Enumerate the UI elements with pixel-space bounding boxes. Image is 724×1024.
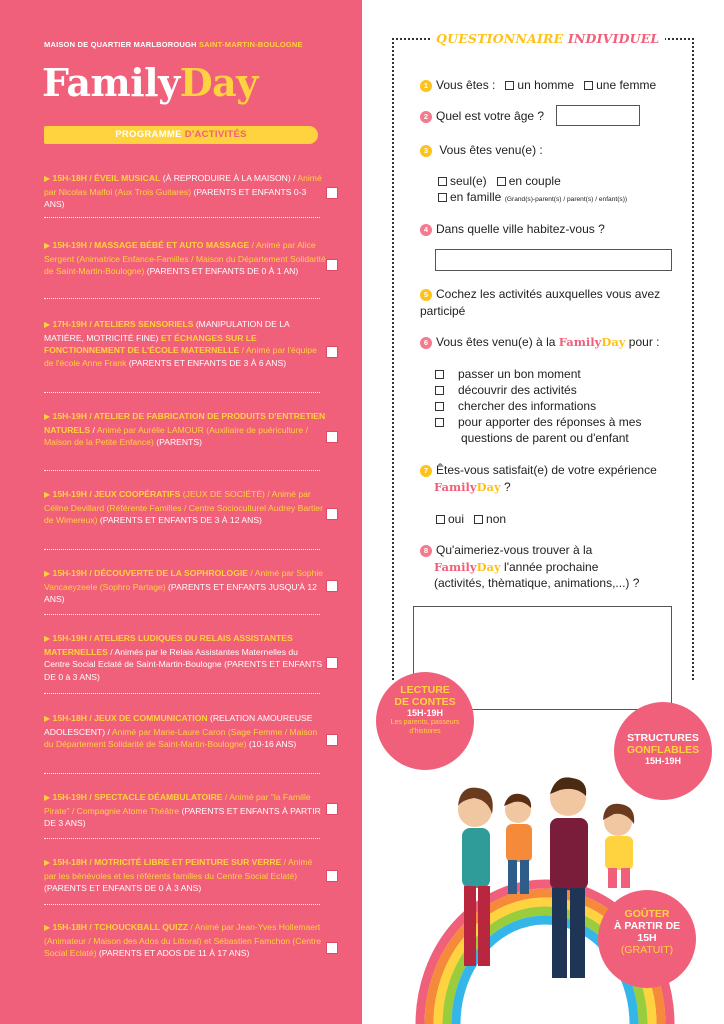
- activity-audience: (PARENTS ET ENFANTS DE 0 à 3 ANS): [44, 659, 323, 682]
- family-day-wordmark: [434, 480, 501, 494]
- option-label: en famille: [450, 190, 502, 204]
- activity-time: 15H-18H /: [52, 713, 95, 723]
- reason-option: [435, 414, 685, 446]
- question-number: 2: [420, 111, 432, 123]
- activity-note: (À REPRODUIRE À LA MAISON) /: [160, 173, 298, 183]
- arrow-icon: ▶: [44, 634, 51, 643]
- badge-text: STRUCTURES: [627, 732, 699, 744]
- question-label-end: ?: [504, 479, 511, 494]
- badge-time: 15H-19H: [406, 708, 444, 718]
- checkbox-reason[interactable]: [435, 370, 444, 379]
- activity-checkbox[interactable]: [326, 346, 338, 358]
- activity-item: [44, 488, 326, 527]
- activity-time: 15H-19H /: [52, 792, 95, 802]
- activity-title: ATELIERS LUDIQUES DU RELAIS ASSISTANTES MATERNELLES: [44, 633, 293, 657]
- checkbox-reason[interactable]: [435, 386, 444, 395]
- family-day-wordmark: [559, 335, 626, 349]
- question-number: 1: [420, 80, 432, 92]
- question-label: Vous êtes venu(e) à la: [436, 335, 556, 349]
- wordmark-family: Family: [434, 479, 477, 494]
- wordmark-day: Day: [601, 335, 626, 349]
- activity-note: /: [248, 568, 255, 578]
- question-label: Dans quelle ville habitez-vous ?: [436, 222, 605, 236]
- question-label: l'année prochaine: [504, 559, 599, 574]
- activity-item: [44, 791, 326, 830]
- question-label: Quel est votre âge ?: [436, 109, 545, 123]
- checkbox-femme[interactable]: [584, 81, 593, 90]
- checkbox-reason[interactable]: [435, 418, 444, 427]
- activity-checkbox[interactable]: [326, 734, 338, 746]
- question-2: [420, 108, 544, 125]
- divider: [44, 773, 320, 774]
- activity-note: (RELATION AMOUREUSE ADOLESCENT) /: [44, 713, 313, 737]
- venu-options-row1: [438, 173, 561, 189]
- question-5: [420, 286, 690, 319]
- option-label: non: [486, 512, 507, 526]
- activity-time: 15H-18H /: [52, 173, 95, 183]
- activity-item: [44, 239, 326, 278]
- activity-checkbox[interactable]: [326, 508, 338, 520]
- activity-title: ATELIERS SENSORIELS: [93, 319, 194, 329]
- activity-host: Animé par Nicolas Malfoi (Aux Trois Guitares): [44, 173, 322, 197]
- badge-text: DE CONTES: [394, 696, 456, 708]
- activity-title-extra: ET ÉCHANGES SUR LE FONCTIONNEMENT DE L'ÉCOLE MATERNELLE: [44, 332, 257, 356]
- badge-text: (GRATUIT): [620, 944, 674, 956]
- badge-subtext: Les parents, passeurs d'histoires: [390, 719, 460, 735]
- question-label: Qu'aimeriez-vous trouver à la: [436, 543, 593, 557]
- question-1: [420, 77, 656, 94]
- wordmark-family: Family: [434, 559, 477, 574]
- activity-time: 15H-19H /: [52, 489, 95, 499]
- organizer-city: SAINT-MARTIN-BOULOGNE: [198, 40, 303, 49]
- question-7: [420, 462, 690, 495]
- divider: [44, 614, 320, 615]
- arrow-icon: ▶: [44, 793, 51, 802]
- activity-note: /: [90, 424, 97, 435]
- activity-title: TCHOUCKBALL QUIZZ: [94, 922, 188, 932]
- checkbox-famille[interactable]: [438, 193, 447, 202]
- badge-text: À PARTIR DE: [613, 920, 681, 932]
- arrow-icon: ▶: [44, 490, 51, 499]
- question-number: 3: [420, 145, 432, 157]
- gouter-badge: [598, 890, 696, 988]
- question-label: Vous êtes :: [436, 78, 496, 92]
- organizer-line: [44, 40, 303, 49]
- activity-title: JEUX COOPÉRATIFS: [94, 489, 181, 499]
- activity-time: 15H-19H /: [52, 568, 95, 578]
- question-label: (activités, thèmatique, animations,...) ?: [434, 576, 640, 590]
- arrow-icon: ▶: [44, 174, 51, 183]
- activity-title: MOTRICITÉ LIBRE ET PEINTURE SUR VERRE: [94, 857, 282, 867]
- activity-title: DÉCOUVERTE DE LA SOPHROLOGIE: [94, 568, 249, 578]
- programme-heading: [44, 126, 318, 144]
- activity-audience: (PARENTS ET ENFANTS 0-3 ANS): [44, 186, 307, 210]
- badge-text: GOÛTER: [624, 908, 670, 920]
- activity-checkbox[interactable]: [326, 942, 338, 954]
- question-number: 4: [420, 224, 432, 236]
- question-8: [420, 542, 690, 592]
- activity-time: 15H-19H /: [52, 633, 94, 643]
- activity-host: / Animé par l'équipe de l'école Anne Frank: [44, 345, 317, 368]
- questionnaire-title: [430, 31, 665, 46]
- activity-checkbox[interactable]: [326, 580, 338, 592]
- option-label: passer un bon moment: [458, 367, 581, 381]
- age-input[interactable]: [556, 105, 640, 126]
- activity-time: 15H-18H /: [52, 922, 95, 932]
- activity-audience: (PARENTS ET ENFANTS DE 3 À 12 ANS): [97, 515, 262, 526]
- activity-host: Animé par Aurélie LAMOUR (Auxiliaire de puériculture / Maison de la Petite Enfance): [44, 424, 308, 448]
- activity-note: (MANIPULATION DE LA MATIÈRE, MOTRICITÉ FINE): [44, 319, 290, 343]
- activity-item: [44, 921, 326, 960]
- activity-time: 15H-19H /: [52, 240, 95, 250]
- arrow-icon: ▶: [44, 412, 51, 421]
- option-label: découvrir des activités: [458, 383, 577, 397]
- activity-audience: (PARENTS ET ENFANTS DE 0 À 3 ANS): [44, 883, 202, 894]
- option-label: pour apporter des réponses à mes questions de parent ou d'enfant: [458, 415, 642, 445]
- activity-note: /: [107, 646, 115, 657]
- checkbox-reason[interactable]: [435, 402, 444, 411]
- family-day-wordmark: [434, 560, 501, 574]
- activity-audience: (PARENTS ET ENFANTS DE 3 À 6 ANS): [126, 357, 287, 368]
- question-label-end: pour :: [628, 335, 660, 349]
- question-label: Cochez les activités auxquelles vous avez participé: [420, 287, 661, 318]
- activity-title: ÉVEIL MUSICAL: [94, 173, 161, 183]
- option-detail: (Grand(s)-parent(s) / parent(s) / enfant(s)): [504, 196, 628, 203]
- structures-gonflables-badge: [614, 702, 712, 800]
- option-label: une femme: [596, 78, 657, 92]
- option-label: seul(e): [450, 174, 487, 188]
- activity-host: Animés par le Relais Assistantes Maternelles du Centre Social Eclaté de Saint-Martin-Boulogne: [44, 646, 298, 670]
- family-day-logo: [42, 60, 258, 105]
- activity-audience: (PARENTS ET ENFANTS JUSQU'À 12 ANS): [44, 581, 317, 605]
- question-3: [420, 142, 543, 159]
- arrow-icon: ▶: [44, 923, 51, 932]
- wordmark-day: Day: [476, 479, 501, 494]
- activity-note: /: [249, 240, 256, 250]
- option-label: oui: [448, 512, 465, 526]
- organizer-name: MAISON DE QUARTIER MARLBOROUGH: [44, 40, 197, 49]
- activity-checkbox[interactable]: [326, 187, 338, 199]
- arrow-icon: ▶: [44, 320, 51, 329]
- activity-audience: (10-16 ANS): [246, 739, 297, 750]
- reason-option: [435, 398, 596, 414]
- question-label: Êtes-vous satisfait(e) de votre expérience: [436, 463, 657, 477]
- divider: [44, 298, 320, 299]
- question-6: [420, 334, 659, 351]
- reason-option: [435, 382, 577, 398]
- arrow-icon: ▶: [44, 241, 51, 250]
- logo-day: Day: [179, 60, 258, 105]
- question-number: 5: [420, 289, 432, 301]
- activity-host: / Animé par les bénévoles et les référents familles du Centre Social Eclaté): [44, 857, 313, 881]
- question-number: 8: [420, 545, 432, 557]
- checkbox-homme[interactable]: [505, 81, 514, 90]
- programme-word: PROGRAMME: [115, 129, 182, 140]
- divider: [44, 470, 320, 471]
- activity-item: [44, 410, 326, 449]
- divider: [44, 217, 320, 218]
- activity-item: [44, 712, 326, 751]
- question-4: [420, 221, 605, 238]
- activity-audience: (PARENTS ET ENFANTS À PARTIR DE 3 ANS): [44, 805, 321, 829]
- activity-checkbox[interactable]: [326, 870, 338, 882]
- activity-item: [44, 632, 326, 683]
- satisfaction-options: [436, 511, 506, 527]
- reason-option: [435, 366, 581, 382]
- option-label: en couple: [508, 174, 561, 188]
- option-label: un homme: [517, 78, 575, 92]
- divider: [44, 392, 320, 393]
- badge-text: 15H: [637, 932, 657, 944]
- checkbox-seul[interactable]: [438, 177, 447, 186]
- activity-title: SPECTACLE DÉAMBULATOIRE: [94, 792, 223, 802]
- activity-note: /: [188, 922, 195, 932]
- divider: [44, 693, 320, 694]
- question-number: 7: [420, 465, 432, 477]
- activity-checkbox[interactable]: [326, 431, 338, 443]
- activity-time: 15H-18H /: [52, 857, 95, 867]
- activity-host: Animé par Jean-Yves Hollemaert (Animateur / Maison des Ados du Littoral) et Sébastien Famchon (Centre Social Eclaté): [44, 922, 322, 959]
- checkbox-oui[interactable]: [436, 515, 445, 524]
- activity-checkbox[interactable]: [326, 657, 338, 669]
- questionnaire-word: QUESTIONNAIRE: [436, 31, 564, 46]
- activity-item: [44, 856, 326, 895]
- question-label: Vous êtes venu(e) :: [439, 143, 543, 157]
- activity-checkbox[interactable]: [326, 803, 338, 815]
- activity-checkbox[interactable]: [326, 259, 338, 271]
- activity-item: [44, 567, 326, 606]
- arrow-icon: ▶: [44, 569, 51, 578]
- arrow-icon: ▶: [44, 858, 51, 867]
- activity-time: 17H-19H /: [52, 319, 94, 329]
- divider: [44, 904, 320, 905]
- activity-host: Animé par "la Famille Pirate" / Compagnie Atome Théâtre: [44, 792, 311, 816]
- individuel-word: INDIVIDUEL: [567, 31, 660, 46]
- activity-item: [44, 172, 326, 211]
- city-input[interactable]: [435, 249, 672, 271]
- activity-audience: (PARENTS ET ENFANTS DE 0 À 1 AN): [144, 266, 299, 277]
- checkbox-couple[interactable]: [497, 177, 506, 186]
- activity-title: ATELIER DE FABRICATION DE PRODUITS D'ENTRETIEN NATURELS: [44, 411, 326, 435]
- wordmark-day: Day: [476, 559, 501, 574]
- option-label: chercher des informations: [458, 399, 597, 413]
- activity-audience: (PARENTS ET ADOS DE 11 À 17 ANS): [96, 948, 250, 959]
- activity-title: JEUX DE COMMUNICATION: [94, 713, 208, 723]
- badge-time: 15H-19H: [644, 756, 682, 766]
- activity-audience: (PARENTS): [153, 437, 202, 448]
- wordmark-family: Family: [558, 335, 602, 349]
- activity-host: Animé par Marie-Laure Caron (Sage Femme / Maison du Département Solidarité de Saint-Martin-Boulogne): [44, 726, 318, 750]
- activity-host: (JEUX DE SOCIÉTÉ) / Animé par Céline Devillard (Référente Familles / Centre Socioculturel Audrey Bartier de Wimereux): [44, 489, 323, 526]
- venu-options-row2: [438, 189, 627, 208]
- activity-title: MASSAGE BÉBÉ ET AUTO MASSAGE: [94, 240, 250, 250]
- activity-host: Animé par Alice Sergent (Animatrice Enfance-Familles / Maison du Département Solidarité de Saint-Martin-Boulogne): [44, 240, 326, 277]
- arrow-icon: ▶: [44, 714, 51, 723]
- divider: [44, 549, 320, 550]
- activity-time: 15H-19H /: [52, 411, 94, 421]
- badge-text: GONFLABLES: [626, 744, 700, 756]
- question-number: 6: [420, 337, 432, 349]
- activity-note: /: [222, 792, 230, 802]
- badge-text: LECTURE: [400, 684, 450, 696]
- activity-host: Animé par Sophie Vancaeyzeele (Sophro Partage): [44, 568, 324, 592]
- checkbox-non[interactable]: [474, 515, 483, 524]
- divider: [44, 838, 320, 839]
- activites-word: D'ACTIVITÉS: [184, 129, 247, 140]
- lecture-contes-badge: [376, 672, 474, 770]
- activity-item: [44, 318, 326, 369]
- logo-family: Family: [42, 60, 180, 105]
